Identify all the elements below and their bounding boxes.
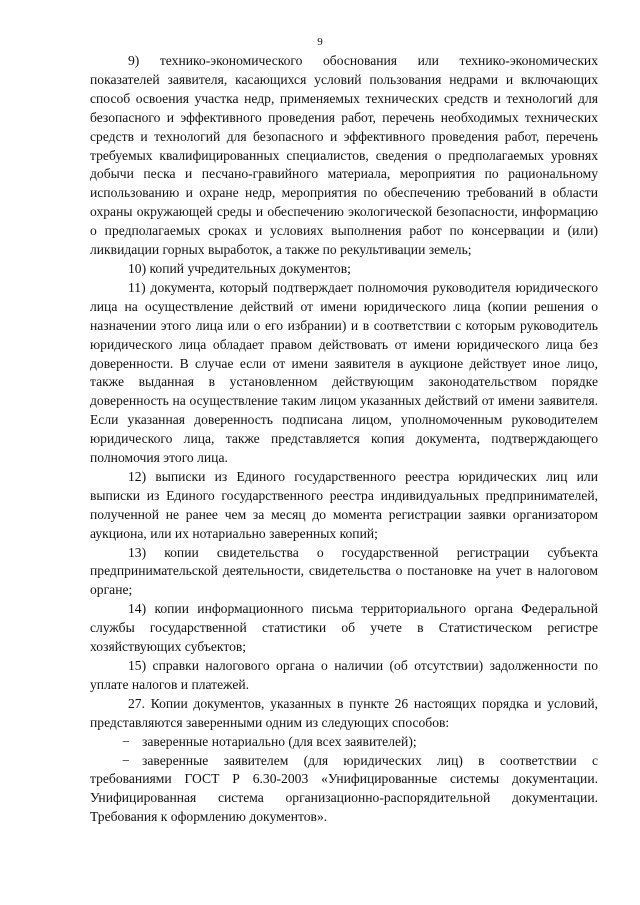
dash-list-item (90, 752, 598, 828)
dash-marker: − (122, 733, 130, 749)
dash-item-text: заверенные заявителем (для юридических лиц) в соответствии с требованиями ГОСТ Р 6.30-2003 «Унифицированные системы документации. Унифицированная система организационно-распорядительной документации. Требования к оформлению документов». (90, 752, 598, 825)
item-14-paragraph: 14) копии информационного письма территориального органа Федеральной службы государственной статистики об учете в Статистическом регистре хозяйствующих субъектов; (90, 601, 598, 655)
dash-marker: − (122, 752, 130, 768)
item-9-paragraph: 9) технико-экономического обоснования или технико-экономических показателей заявителя, касающихся условий пользования недрами и включающих способ освоения участка недр, применяемых технических средств и технологий для безопасного и эффективного проведения работ, перечень необходимых технических средств и технологий для безопасного и эффективного проведения работ, перечень требуемых квалифицированных специалистов, сведения о предполагаемых уровнях добычи песка и песчано-гравийного материала, мероприятия по рациональному использованию и охране недр, мероприятия по обеспечению требований в области охраны окружающей среды и обеспечению экологической безопасности, информацию о предполагаемых сроках и условиях выполнения работ по консервации и (или) ликвидации горных выработок, а также по рекультивации земель; (90, 53, 598, 258)
page-number: 9 (317, 36, 323, 48)
item-12-paragraph: 12) выписки из Единого государственного реестра юридических лиц или выписки из Единого государственного реестра индивидуальных предпринимателей, полученной не ранее чем за месяц до момента регистрации заявки организатором аукциона, или их нотариально заверенных копий; (90, 468, 598, 541)
dash-list-item (90, 733, 598, 752)
clause-27-paragraph: 27. Копии документов, указанных в пункте 26 настоящих порядка и условий, представляются заверенными одним из следующих способов: (90, 695, 598, 730)
item-10-paragraph: 10) копий учредительных документов; (128, 260, 351, 276)
item-13-paragraph: 13) копии свидетельства о государственной регистрации субъекта предпринимательской деятельности, свидетельства о постановке на учет в налоговом органе; (90, 544, 598, 598)
item-11-paragraph: 11) документа, который подтверждает полномочия руководителя юридического лица на осуществление действий от имени юридического лица (копии решения о назначении этого лица или о его избрании) и в соответствии с которым руководитель юридического лица обладает правом действовать от имени юридического лица без доверенности. В случае если от имени заявителя в аукционе действует иное лицо, также выданная в установленном действующим законодательством порядке доверенность на осуществление таким лицом указанных действий от имени заявителя. Если указанная доверенность подписана лицом, уполномоченным руководителем юридического лица, также представляется копия документа, подтверждающего полномочия этого лица. (90, 279, 598, 466)
item-15-paragraph: 15) справки налогового органа о наличии (об отсутствии) задолженности по уплате налогов и платежей. (90, 658, 598, 692)
document-body (90, 52, 598, 827)
dash-item-text: заверенные нотариально (для всех заявителей); (142, 733, 417, 749)
